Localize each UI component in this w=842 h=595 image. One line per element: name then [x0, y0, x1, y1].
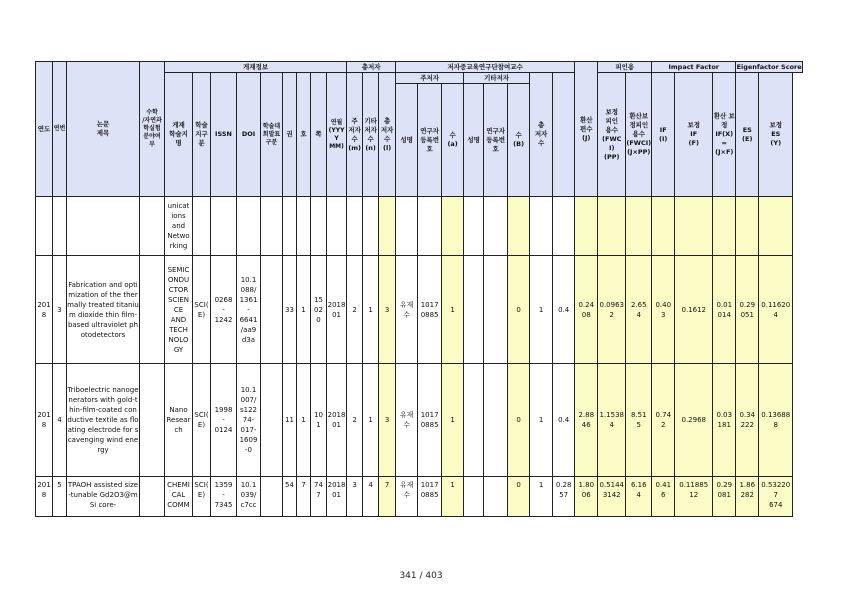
if-cell: 6.16 4	[626, 477, 652, 517]
main-name-cell: 유재 수	[396, 364, 418, 477]
other-num-cell: 0	[508, 364, 530, 477]
total-count-cell: 3	[379, 364, 396, 477]
header-issn: ISSN	[211, 73, 237, 197]
main-count-cell: 2	[347, 256, 363, 364]
issn-cell: 1998 - 0124	[211, 364, 237, 477]
header-if: IF (I)	[652, 73, 675, 197]
other-id-cell	[484, 477, 508, 517]
header-main-count: 주 저자 수 (m)	[347, 73, 363, 197]
if-conv-cell: 0.1612	[675, 256, 713, 364]
paper-type-cell	[261, 364, 283, 477]
no-cell: 5	[53, 477, 67, 517]
header-journal-name: 게재 학술지 명	[165, 73, 193, 197]
doi-cell: 10.1 039/ c7cc	[237, 477, 261, 517]
header-total-authors: 총 저자 수	[530, 73, 553, 197]
table-row-continuation	[36, 197, 803, 256]
header-fwci-group: 피인용	[598, 62, 652, 73]
title-cell: Fabrication and optimization of the thermally treated titanium dioxide thin film-based ultraviolet photodetectors	[67, 256, 140, 364]
header-if-conv: 환산 보정 IF(X) = (J×F)	[713, 73, 736, 197]
issue-cell: 1	[297, 256, 311, 364]
header-year: 연도	[36, 62, 53, 197]
title-cell: TPAOH assisted size-tunable Gd2O3@mSi core-	[67, 477, 140, 517]
if-conv-cell: 0.2968	[675, 364, 713, 477]
converted-cell: 0.4	[553, 256, 575, 364]
other-num-cell: 0	[508, 256, 530, 364]
journal-cell: unicat ions and Netwo rking	[165, 197, 193, 256]
page-cell: 10 1	[311, 364, 327, 477]
header-other-author-group: 기타저자	[464, 73, 530, 84]
table-row	[36, 477, 803, 517]
header-if-group: Impact Factor	[652, 62, 736, 73]
es-adj-cell: 0.34 222	[736, 364, 759, 477]
main-id-cell: 1017 0885	[418, 364, 442, 477]
field-cell	[140, 364, 165, 477]
title-cell: Triboelectric nanogenerators with gold-thin-film-coated conductive textile as floating electrode for scavenging wind energy	[67, 364, 140, 477]
other-id-cell	[484, 256, 508, 364]
header-es-adj: 보정 ES (Y)	[759, 73, 793, 197]
publication-table	[35, 61, 803, 517]
main-id-cell: 1017 0885	[418, 477, 442, 517]
header-total-count: 총 저자 수 (l)	[379, 73, 396, 197]
header-fwci: 보정 피인 용수 (FWC I) (PP)	[598, 73, 626, 197]
page-number: 341 / 403	[399, 571, 443, 581]
es-cell: 0.03 181	[713, 364, 736, 477]
issue-cell: 1	[297, 364, 311, 477]
header-doi: DOI	[237, 73, 261, 197]
header-vol: 권	[283, 73, 297, 197]
other-count-cell: 4	[363, 477, 379, 517]
header-paper-type: 학술대 회발표 구분	[261, 73, 283, 197]
other-count-cell: 1	[363, 256, 379, 364]
converted-cell: 0.4	[553, 364, 575, 477]
header-main-id: 연구자 등록번 호	[418, 84, 442, 197]
vol-cell: 33	[283, 256, 297, 364]
doi-cell: 10.1 088/ 1361 - 6641 /aa9 d3a	[237, 256, 261, 364]
header-row-1	[36, 62, 803, 73]
total-authors-cell: 1	[530, 364, 553, 477]
journal-cell: SEMIC ONDU CTOR SCIEN CE AND TECH NOLO GY	[165, 256, 193, 364]
header-main-name: 성명	[396, 84, 418, 197]
other-num-cell: 0	[508, 477, 530, 517]
total-count-cell: 3	[379, 256, 396, 364]
issue-cell: 7	[297, 477, 311, 517]
main-num-cell: 1	[442, 256, 464, 364]
es-cell: 0.29 081	[713, 477, 736, 517]
total-count-cell: 7	[379, 477, 396, 517]
total-authors-cell: 1	[530, 477, 553, 517]
header-if-adj: 보정 IF (F)	[675, 73, 713, 197]
date-cell: 2018 01	[327, 364, 347, 477]
main-id-cell: 1017 0885	[418, 256, 442, 364]
journal-cell: CHEMI CAL COMM	[165, 477, 193, 517]
es-adj-cell: 1.86 282	[736, 477, 759, 517]
if-cell: 2.65 4	[626, 256, 652, 364]
header-authors-group: 총저자	[347, 62, 396, 73]
header-journal-group: 게재정보	[165, 62, 347, 73]
issn-cell: 0268 - 1242	[211, 256, 237, 364]
es-conv-cell: 0.532207 674	[759, 477, 793, 517]
header-title: 논문 제목	[67, 62, 140, 197]
journal-cell: Nano Resear ch	[165, 364, 193, 477]
main-name-cell: 유재 수	[396, 256, 418, 364]
es-adj-cell: 0.29 051	[736, 256, 759, 364]
page-cell: 15 02 0	[311, 256, 327, 364]
fwci-conv-cell: 0.0963 2	[598, 256, 626, 364]
header-b-col	[553, 73, 575, 197]
header-page: 쪽	[311, 73, 327, 197]
total-authors-cell: 1	[530, 256, 553, 364]
vol-cell: 54	[283, 477, 297, 517]
header-main-author-group: 주저자	[396, 73, 464, 84]
fwci-conv-cell: 0.5144 3142	[598, 477, 626, 517]
es-conv-cell: 0.136888	[759, 364, 793, 477]
issn-cell: 1359 - 7345	[211, 477, 237, 517]
header-field: 수학 /자연과 학실험 분야여 부	[140, 62, 165, 197]
main-name-cell: 유재 수	[396, 477, 418, 517]
header-other-id: 연구자 등록번 호	[484, 84, 508, 197]
header-issue: 호	[297, 73, 311, 197]
year-cell: 2018	[36, 477, 53, 517]
field-cell	[140, 256, 165, 364]
other-name-cell	[464, 256, 484, 364]
header-date: 연월 (YYYY MM)	[327, 73, 347, 197]
no-cell: 4	[53, 364, 67, 477]
vol-cell: 11	[283, 364, 297, 477]
if-adj-cell: 0.41 6	[652, 477, 675, 517]
es-conv-cell: 0.116204	[759, 256, 793, 364]
journal-type-cell: SCI( E)	[193, 364, 211, 477]
if-conv-cell: 0.11885 12	[675, 477, 713, 517]
table-row	[36, 364, 803, 477]
if-cell: 8.51 5	[626, 364, 652, 477]
if-adj-cell: 0.40 3	[652, 256, 675, 364]
header-main-num: 수 (a)	[442, 84, 464, 197]
paper-type-cell	[261, 256, 283, 364]
other-name-cell	[464, 364, 484, 477]
main-num-cell: 1	[442, 364, 464, 477]
header-other-count: 기타 저자 수 (n)	[363, 73, 379, 197]
page-cell: 74 7	[311, 477, 327, 517]
date-cell: 2018 01	[327, 256, 347, 364]
main-count-cell: 3	[347, 477, 363, 517]
field-cell	[140, 477, 165, 517]
date-cell: 2018 01	[327, 477, 347, 517]
header-other-num: 수 (B)	[508, 84, 530, 197]
es-cell: 0.01 014	[713, 256, 736, 364]
table-row	[36, 256, 803, 364]
main-num-cell: 1	[442, 477, 464, 517]
header-converted: 환산 편수 (J)	[575, 62, 598, 197]
header-es-group: Eigenfactor Score	[736, 62, 802, 71]
fwci-cell: 0.24 08	[575, 256, 598, 364]
header-journal-type: 학술 지구 분	[193, 73, 211, 197]
paper-type-cell	[261, 477, 283, 517]
fwci-cell: 1.80 06	[575, 477, 598, 517]
other-id-cell	[484, 364, 508, 477]
if-adj-cell: 0.74 2	[652, 364, 675, 477]
header-other-name: 성명	[464, 84, 484, 197]
converted-cell: 0.28 57	[553, 477, 575, 517]
other-name-cell	[464, 477, 484, 517]
journal-type-cell: SCI( E)	[193, 477, 211, 517]
main-count-cell: 2	[347, 364, 363, 477]
header-fwci-conv: 환산보 정피인 용수 (FWCI) (J×PP)	[626, 73, 652, 197]
fwci-conv-cell: 1.1538 4	[598, 364, 626, 477]
no-cell: 3	[53, 256, 67, 364]
doi-cell: 10.1 007/ s122 74- 017- 1609 -0	[237, 364, 261, 477]
header-participating-group: 저자중교육연구단참여교수	[396, 62, 575, 73]
header-es: ES (E)	[736, 73, 759, 197]
year-cell: 2018	[36, 364, 53, 477]
other-count-cell: 1	[363, 364, 379, 477]
fwci-cell: 2.88 46	[575, 364, 598, 477]
year-cell: 2018	[36, 256, 53, 364]
journal-type-cell: SCI( E)	[193, 256, 211, 364]
header-no: 연번	[53, 62, 67, 197]
